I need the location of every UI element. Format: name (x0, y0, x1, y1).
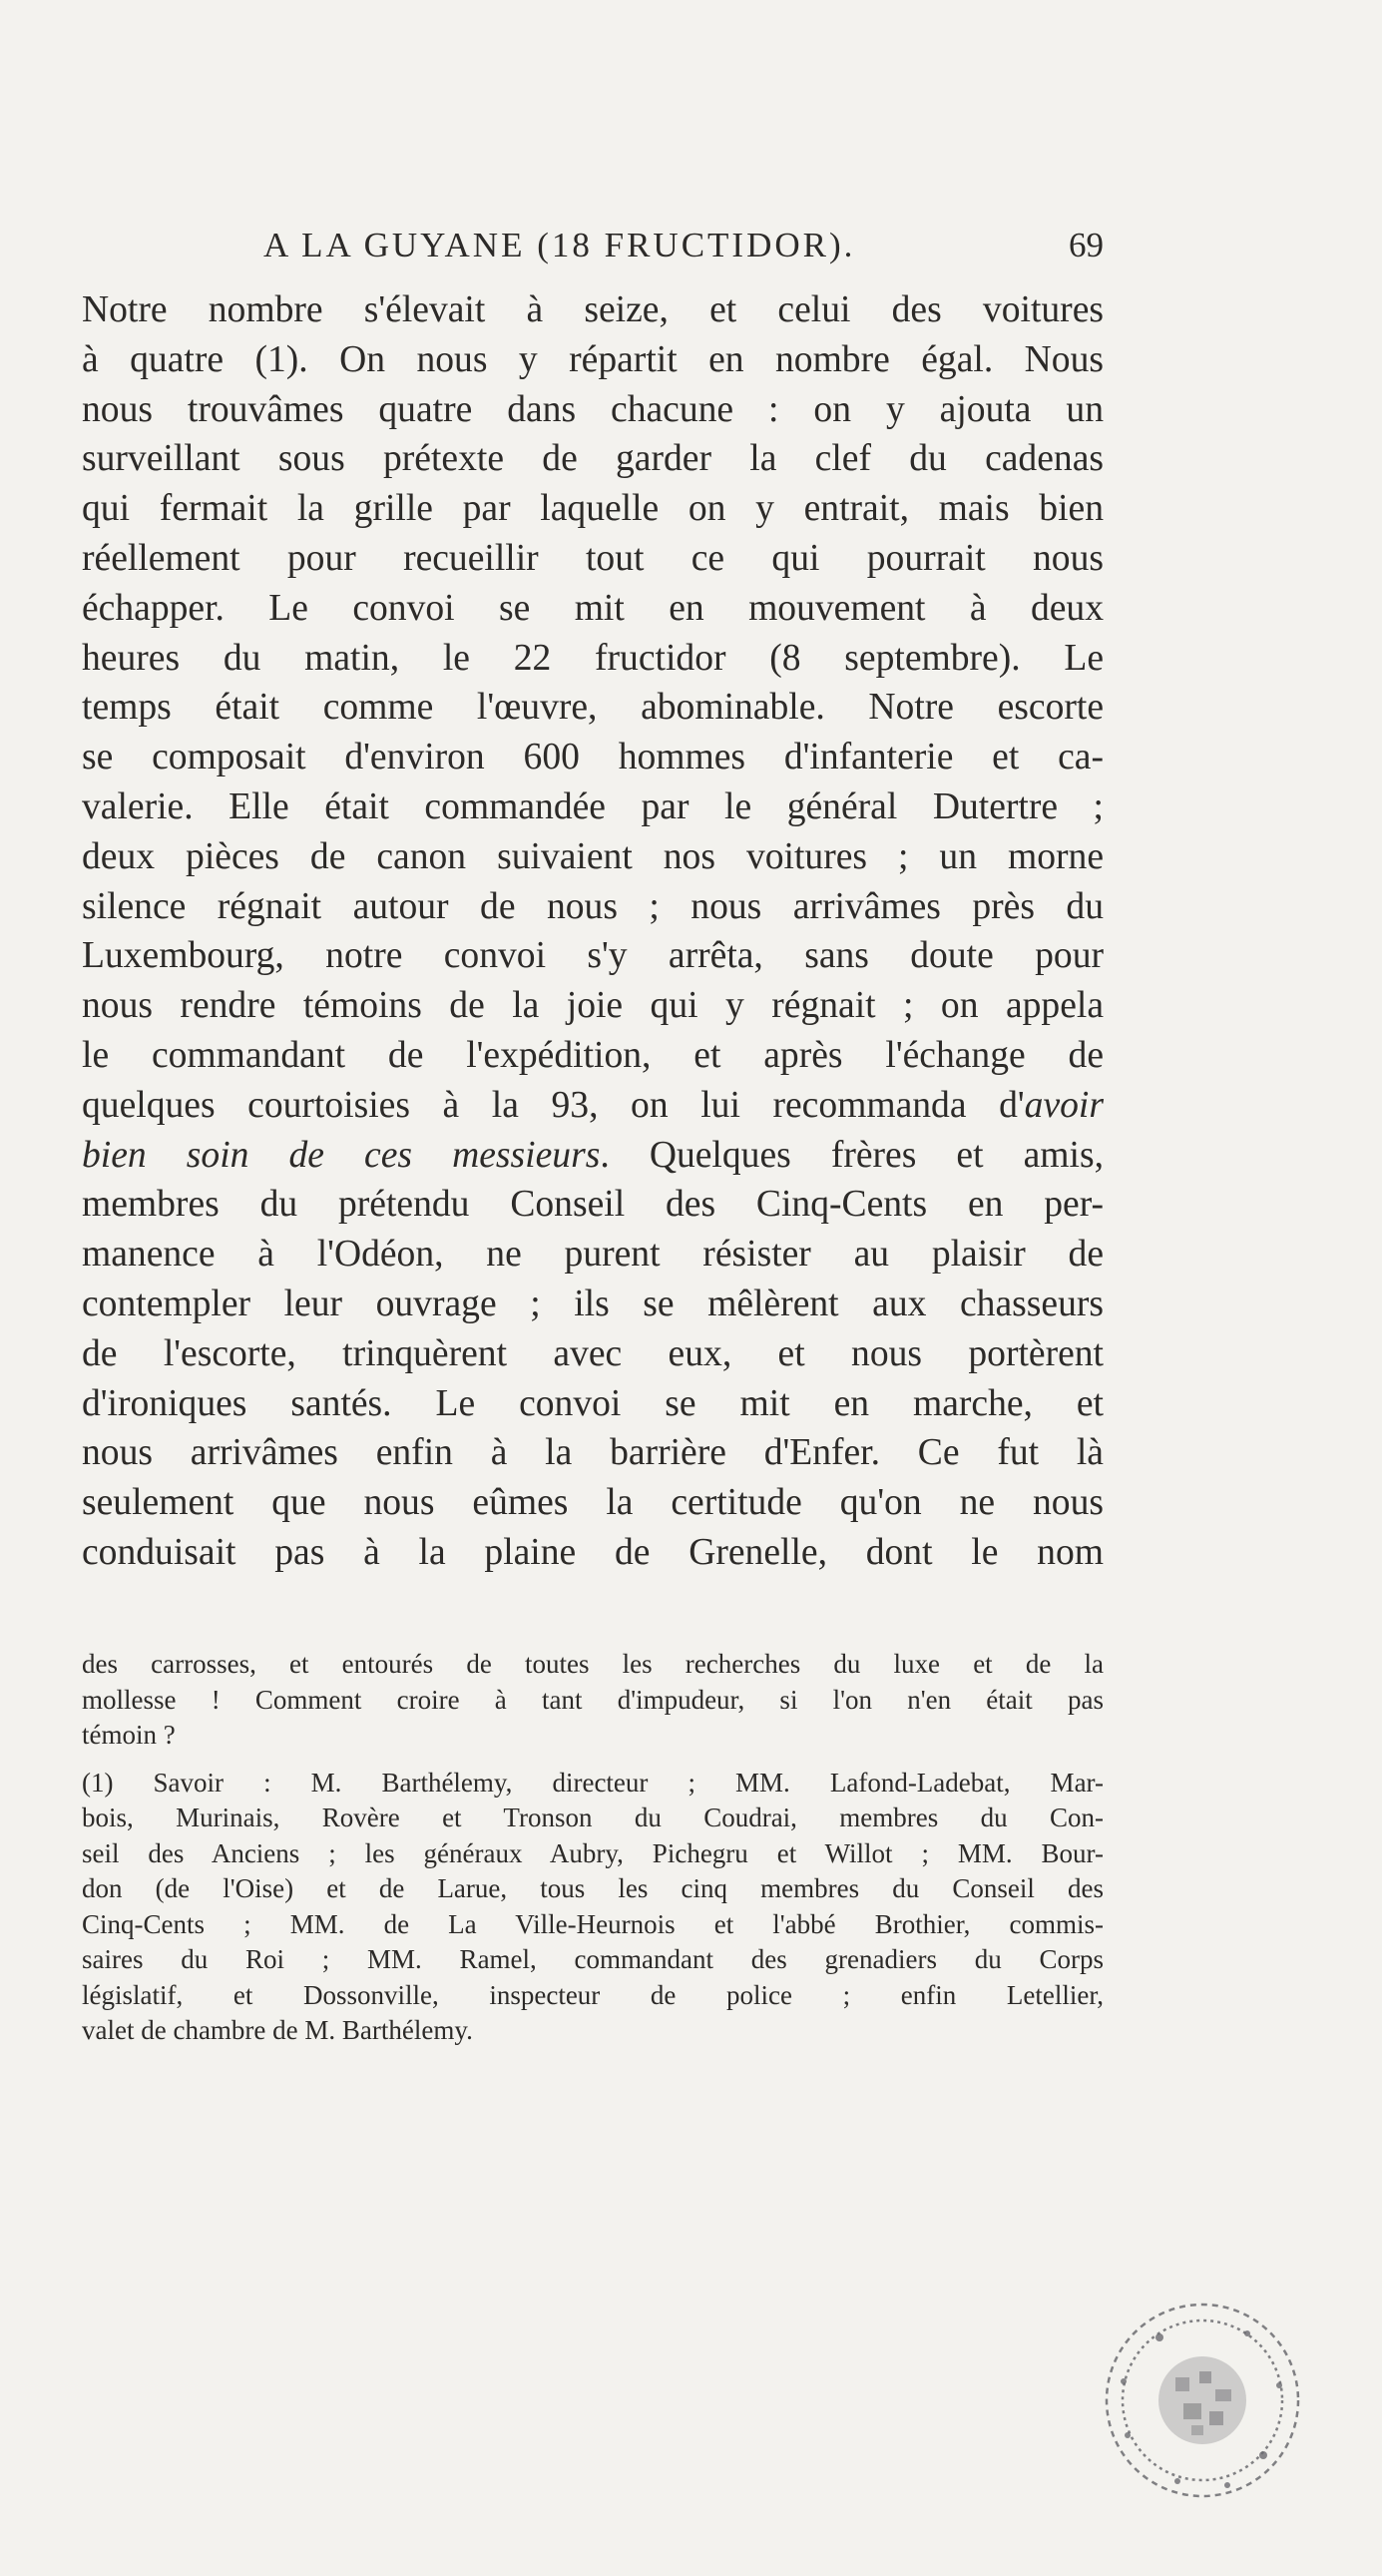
text-line: nous rendre témoins de la joie qui y régnait ; on appela (82, 985, 1104, 1027)
text-line: surveillant sous prétexte de garder la clef du cadenas (82, 438, 1104, 480)
text-line: échapper. Le convoi se mit en mouvement à deux (82, 587, 1104, 629)
text-segment: . Quelques frères et amis, (600, 1134, 1104, 1176)
text-line: deux pièces de canon suivaient nos voitures ; un morne (82, 835, 1104, 877)
library-stamp-icon (1088, 2286, 1317, 2515)
text-line: nous trouvâmes quatre dans chacune : on y ajouta un (82, 388, 1104, 430)
footnote-line: seil des Anciens ; les généraux Aubry, Pichegru et Willot ; MM. Bour- (82, 1837, 1104, 1868)
footnotes (82, 1647, 1104, 2049)
italic-segment: avoir (1024, 1084, 1104, 1126)
footnote-line: bois, Murinais, Rovère et Tronson du Coudrai, membres du Con- (82, 1803, 1104, 1832)
page-number: 69 (1069, 226, 1104, 264)
text-line: qui fermait la grille par laquelle on y entrait, mais bien (82, 488, 1104, 530)
text-line: Notre nombre s'élevait à seize, et celui des voitures (82, 289, 1104, 330)
footnote-line: législatif, et Dossonville, inspecteur de police ; enfin Letellier, (82, 1979, 1104, 2010)
text-line: valerie. Elle était commandée par le général Dutertre ; (82, 785, 1104, 827)
text-segment: quelques courtoisies à la 93, on lui recommanda d' (82, 1084, 1025, 1126)
text-line: d'ironiques santés. Le convoi se mit en marche, et (82, 1382, 1104, 1424)
footnote-line: saires du Roi ; MM. Ramel, commandant des grenadiers du Corps (82, 1944, 1104, 1974)
text-line: de l'escorte, trinquèrent avec eux, et nous portèrent (82, 1332, 1104, 1374)
text-line: manence à l'Odéon, ne purent résister au plaisir de (82, 1234, 1104, 1276)
italic-segment: bien soin de ces messieurs (82, 1134, 601, 1176)
text-line: silence régnait autour de nous ; nous arrivâmes près du (82, 885, 1104, 927)
footnote-line: Cinq-Cents ; MM. de La Ville-Heurnois et l'abbé Brothier, commis- (82, 1908, 1104, 1939)
footnote-line: des carrosses, et entourés de toutes les recherches du luxe et de la (82, 1649, 1104, 1679)
footnote-line: mollesse ! Comment croire à tant d'impudeur, si l'on n'en était pas (82, 1684, 1104, 1715)
text-line: heures du matin, le 22 fructidor (8 septembre). Le (82, 637, 1104, 679)
footnote-gap (82, 1754, 1104, 1766)
text-line-italic-start (82, 1131, 1104, 1181)
text-line: à quatre (1). On nous y répartit en nombre égal. Nous (82, 338, 1104, 380)
text-line: contempler leur ouvrage ; ils se mêlèrent aux chasseurs (82, 1283, 1104, 1324)
text-line: temps était comme l'œuvre, abominable. Notre escorte (82, 687, 1104, 729)
text-line: conduisait pas à la plaine de Grenelle, dont le nom (82, 1531, 1104, 1573)
text-line-italic-end (82, 1081, 1104, 1131)
text-line: réellement pour recueillir tout ce qui pourrait nous (82, 537, 1104, 579)
footnote-line: don (de l'Oise) et de Larue, tous les cinq membres du Conseil des (82, 1873, 1104, 1903)
text-line: seulement que nous eûmes la certitude qu'on ne nous (82, 1482, 1104, 1524)
running-head (82, 226, 1104, 275)
text-line: le commandant de l'expédition, et après l'échange de (82, 1034, 1104, 1076)
text-line: membres du prétendu Conseil des Cinq-Cents en per- (82, 1184, 1104, 1226)
text-line: se composait d'environ 600 hommes d'infanterie et ca- (82, 737, 1104, 778)
text-line: Luxembourg, notre convoi s'y arrêta, sans doute pour (82, 935, 1104, 977)
footnote-line: témoin ? (82, 1720, 176, 1750)
footnote-line: (1) Savoir : M. Barthélemy, directeur ; MM. Lafond-Ladebat, Mar- (82, 1767, 1104, 1798)
main-text (82, 285, 1104, 1578)
running-title: A LA GUYANE (18 FRUCTIDOR). (263, 226, 856, 264)
text-line: nous arrivâmes enfin à la barrière d'Enfer. Ce fut là (82, 1432, 1104, 1474)
footnote-line: valet de chambre de M. Barthélemy. (82, 2015, 473, 2045)
